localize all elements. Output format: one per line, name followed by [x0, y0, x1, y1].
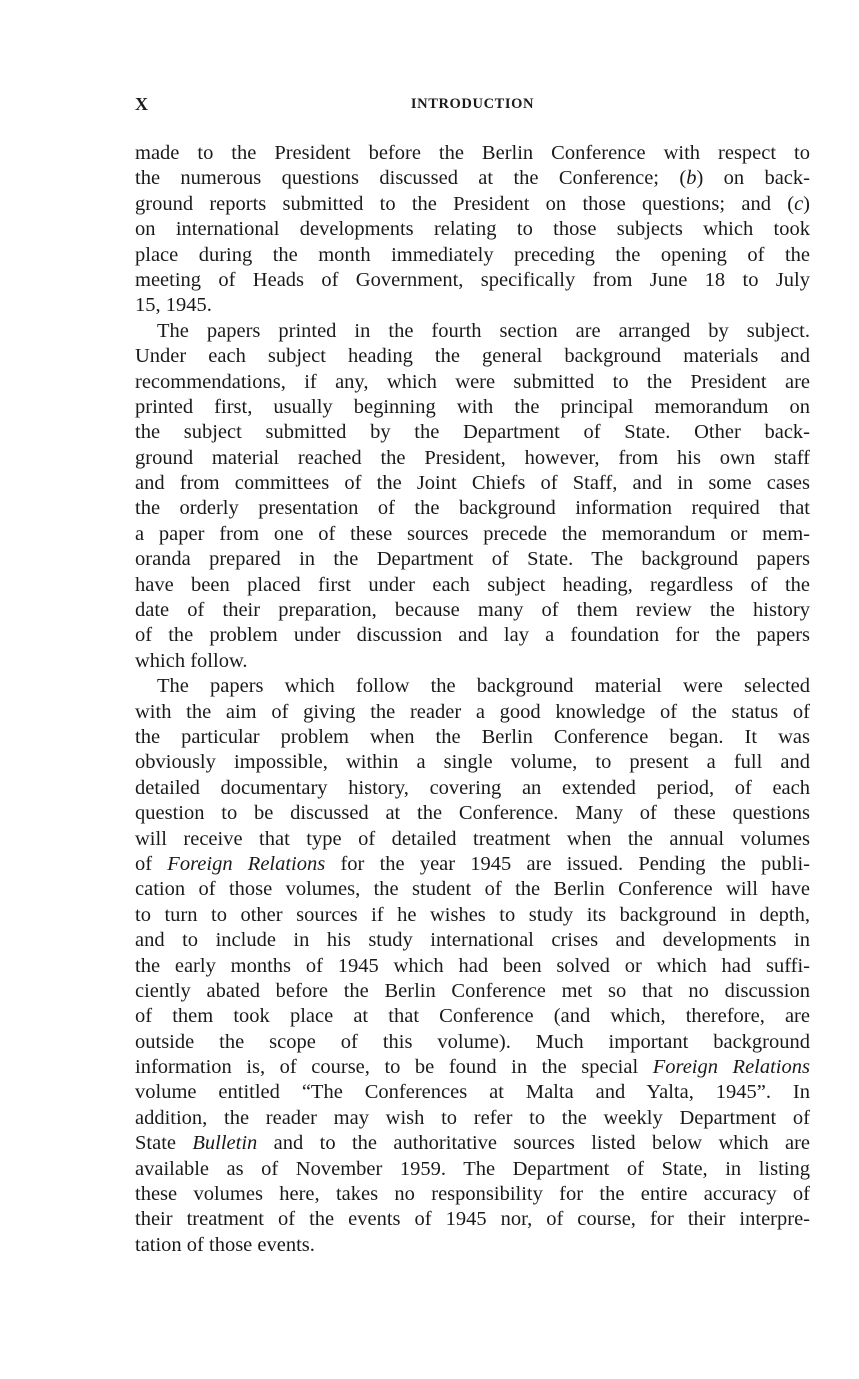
- text-line: their treatment of the events of 1945 nor, of course, for their interpre-: [135, 1208, 810, 1231]
- text-line: and to include in his study international crises and developments in: [135, 929, 810, 952]
- text-line: which follow.: [135, 649, 248, 672]
- page-number: X: [135, 94, 149, 114]
- text-line: Under each subject heading the general background materials and: [135, 345, 810, 368]
- text-line: to turn to other sources if he wishes to study its background in depth,: [135, 903, 810, 926]
- text-line: the early months of 1945 which had been solved or which had suffi-: [135, 954, 810, 977]
- text-line: these volumes here, takes no responsibility for the entire accuracy of: [135, 1183, 810, 1206]
- text-line: and from committees of the Joint Chiefs of Staff, and in some cases: [135, 472, 810, 495]
- text-line: have been placed first under each subject heading, regardless of the: [135, 573, 810, 596]
- page-header: [135, 94, 810, 118]
- text-line: made to the President before the Berlin Conference with respect to: [135, 142, 810, 164]
- text-line: date of their preparation, because many of them review the history: [135, 599, 810, 622]
- text-line: the subject submitted by the Department of State. Other back-: [135, 421, 810, 444]
- text-line: printed first, usually beginning with the principal memorandum on: [135, 395, 810, 418]
- body-text: [135, 141, 810, 1258]
- running-head: INTRODUCTION: [410, 96, 535, 112]
- text-line: of the problem under discussion and lay a foundation for the papers: [135, 624, 810, 647]
- text-line: with the aim of giving the reader a good knowledge of the status of: [135, 700, 810, 723]
- text-line: obviously impossible, within a single volume, to present a full and: [135, 751, 810, 774]
- text-line: recommendations, if any, which were submitted to the President are: [135, 370, 810, 393]
- text-line: The papers printed in the fourth section are arranged by subject.: [157, 319, 810, 342]
- text-line: ciently abated before the Berlin Conference met so that no discussion: [135, 979, 810, 1002]
- text-line: ground material reached the President, however, from his own staff: [135, 446, 810, 469]
- text-line: will receive that type of detailed treatment when the annual volumes: [135, 827, 810, 850]
- text-line: on international developments relating to those subjects which took: [135, 218, 810, 241]
- text-line: available as of November 1959. The Department of State, in listing: [135, 1157, 810, 1180]
- text-line: of them took place at that Conference (and which, therefore, are: [135, 1005, 810, 1028]
- text-line: ground reports submitted to the President on those questions; and (c): [135, 192, 810, 215]
- text-line: addition, the reader may wish to refer to the weekly Department of: [135, 1106, 810, 1129]
- text-line: The papers which follow the background material were selected: [157, 675, 810, 698]
- text-line: outside the scope of this volume). Much important background: [135, 1030, 810, 1053]
- text-line: question to be discussed at the Conference. Many of these questions: [135, 802, 810, 825]
- text-line: the particular problem when the Berlin Conference began. It was: [135, 725, 810, 748]
- text-line: volume entitled “The Conferences at Malta and Yalta, 1945”. In: [135, 1081, 810, 1104]
- text-line: information is, of course, to be found in the special Foreign Relations: [135, 1056, 810, 1079]
- text-line: the orderly presentation of the background information required that: [135, 497, 810, 520]
- text-line: the numerous questions discussed at the Conference; (b) on back-: [135, 167, 810, 190]
- text-line: meeting of Heads of Government, specifically from June 18 to July: [135, 268, 810, 291]
- text-line: place during the month immediately preceding the opening of the: [135, 243, 810, 266]
- text-line: detailed documentary history, covering an extended period, of each: [135, 776, 810, 799]
- text-line: oranda prepared in the Department of State. The background papers: [135, 548, 810, 571]
- text-line: State Bulletin and to the authoritative sources listed below which are: [135, 1132, 810, 1155]
- text-line: of Foreign Relations for the year 1945 are issued. Pending the publi-: [135, 852, 810, 875]
- text-line: tation of those events.: [135, 1233, 315, 1256]
- text-line: a paper from one of these sources precede the memorandum or mem-: [135, 522, 810, 545]
- text-line: 15, 1945.: [135, 294, 212, 317]
- text-line: cation of those volumes, the student of the Berlin Conference will have: [135, 878, 810, 901]
